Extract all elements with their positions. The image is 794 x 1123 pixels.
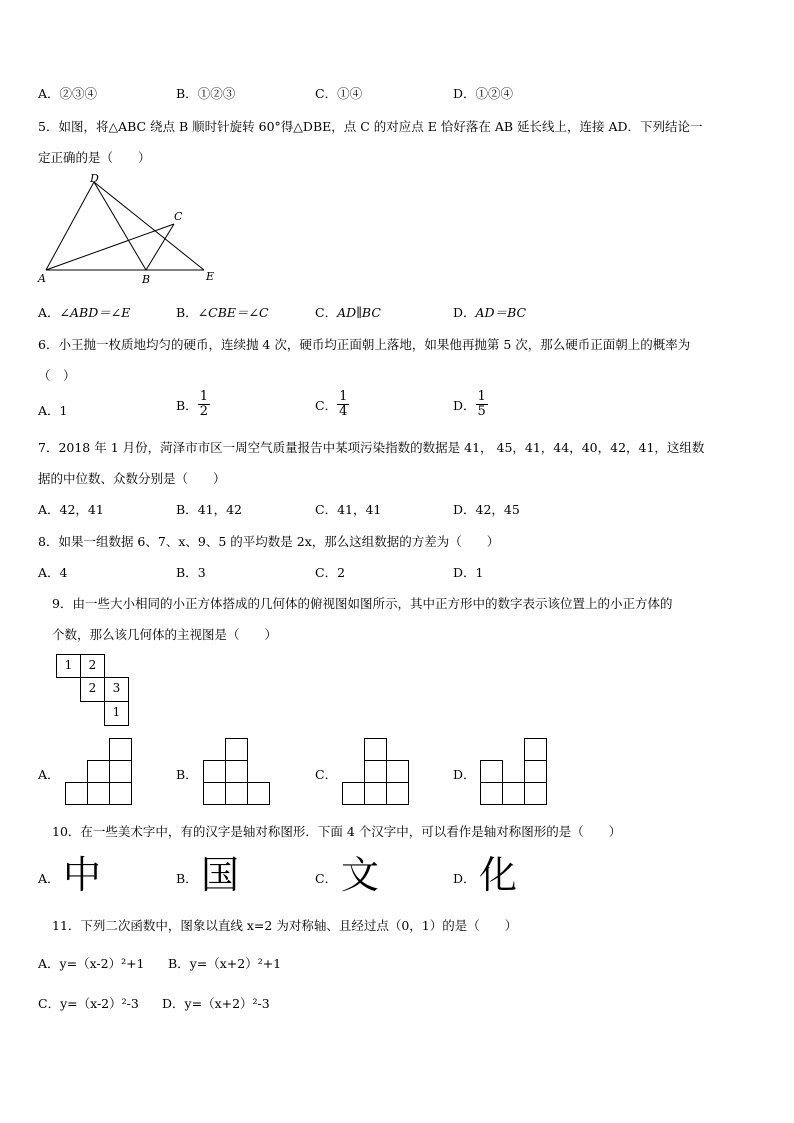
q5-option-b: B．∠CBE＝∠C	[176, 305, 269, 320]
q9-top-view	[56, 654, 132, 726]
q5-stem-line2: 定正确的是（ ）	[38, 150, 151, 165]
label-C: C	[174, 210, 183, 223]
label-A: A	[38, 272, 46, 285]
q10-option-c-char: 文	[341, 853, 380, 897]
q11-stem: 11．下列二次函数中，图象以直线 x=2 为对称轴、且经过点（0，1）的是（ ）	[52, 918, 518, 933]
line-DE	[94, 182, 204, 270]
top-view-cell: 2	[80, 677, 105, 702]
q5-triangle-figure	[36, 174, 226, 286]
q9-option-a-label: A．	[38, 767, 60, 782]
q9-option-a-front-view	[64, 738, 134, 808]
q10-option-d-char: 化	[479, 853, 518, 897]
q7-option-b: B．41，42	[176, 502, 242, 517]
q5-stem-line1: 5．如图，将△ABC 绕点 B 顺时针旋转 60°得△DBE，点 C 的对应点 E 恰好落在 AB 延长线上，连接 AD．下列结论一	[38, 119, 703, 134]
q4-option-a: A．②③④	[38, 86, 98, 101]
line-BC	[146, 224, 174, 270]
q5-option-d: D．AD＝BC	[453, 305, 527, 320]
q4-option-c: C．①④	[315, 86, 363, 101]
q11-option-b: B．y=（x+2）²+1	[168, 956, 282, 971]
q6-stem-line2: （ ）	[38, 368, 76, 383]
q7-option-d: D．42，45	[453, 502, 520, 517]
q8-option-c: C．2	[315, 565, 346, 580]
fraction-1-5: $\frac{1}{5}$	[477, 389, 486, 420]
top-view-cell: 3	[104, 677, 129, 702]
q6-option-c: C． $\frac{1}{4}$	[315, 389, 348, 420]
label-B: B	[142, 273, 151, 286]
q6-option-b: B． $\frac{1}{2}$	[176, 389, 208, 420]
fraction-1-2: $\frac{1}{2}$	[199, 389, 208, 420]
q10-option-a-label: A．	[38, 871, 60, 886]
top-view-cell: 2	[80, 654, 105, 678]
q9-option-c-front-view	[341, 738, 411, 808]
q4-option-b: B．①②③	[176, 86, 236, 101]
fraction-1-4: $\frac{1}{4}$	[339, 389, 348, 420]
line-DB	[94, 182, 146, 270]
label-D: D	[90, 174, 99, 185]
q10-option-b-label: B．	[176, 871, 198, 886]
q9-option-c-label: C．	[315, 767, 338, 782]
top-view-cell: 1	[56, 654, 81, 678]
top-view-cell: 1	[104, 701, 129, 726]
q7-stem-line1: 7．2018 年 1 月份，菏泽市市区一周空气质量报告中某项污染指数的数据是 41， 45，41，44，40，42，41，这组数	[38, 440, 705, 455]
q7-option-c: C．41，41	[315, 502, 382, 517]
q4-option-d: D．①②④	[453, 86, 514, 101]
q11-option-a: A．y=（x-2）²+1	[38, 956, 145, 971]
q6-stem-line1: 6．小王抛一枚质地均匀的硬币，连续抛 4 次，硬币均正面朝上落地，如果他再抛第 5 次，那么硬币正面朝上的概率为	[38, 337, 691, 352]
q6-option-d: D． $\frac{1}{5}$	[453, 389, 486, 420]
q9-option-d-front-view	[479, 738, 549, 808]
q9-option-b-label: B．	[176, 767, 198, 782]
q7-option-a: A．42，41	[38, 502, 104, 517]
q11-option-c: C．y=（x-2）²-3	[38, 996, 139, 1011]
q10-stem: 10．在一些美术字中，有的汉字是轴对称图形．下面 4 个汉字中，可以看作是轴对称图形的是（ ）	[52, 824, 622, 839]
q8-option-a: A．4	[38, 565, 68, 580]
q8-option-d: D．1	[453, 565, 484, 580]
q9-option-d-label: D．	[453, 767, 476, 782]
q8-option-b: B．3	[176, 565, 206, 580]
q10-option-a-char: 中	[63, 853, 102, 897]
q11-option-d: D．y=（x+2）²-3	[162, 996, 270, 1011]
label-E: E	[206, 270, 215, 283]
line-DA	[46, 182, 94, 270]
q10-option-b-char: 国	[201, 853, 240, 897]
q9-option-b-front-view	[202, 738, 272, 808]
q9-stem-line1: 9．由一些大小相同的小正方体搭成的几何体的俯视图如图所示，其中正方形中的数字表示该位置上的小正方体的	[52, 596, 673, 611]
q9-stem-line2: 个数，那么该几何体的主视图是（ ）	[52, 627, 278, 642]
line-AC	[46, 224, 174, 270]
q8-stem: 8．如果一组数据 6、7、x、9、5 的平均数是 2x，那么这组数据的方差为（ ）	[38, 534, 500, 549]
q5-option-a: A．∠ABD＝∠E	[38, 305, 131, 320]
q5-option-c: C．AD∥BC	[315, 305, 381, 320]
q7-stem-line2: 据的中位数、众数分别是（ ）	[38, 471, 226, 486]
q10-option-d-label: D．	[453, 871, 476, 886]
q10-option-c-label: C．	[315, 871, 338, 886]
q6-option-a: A．1	[38, 403, 68, 418]
